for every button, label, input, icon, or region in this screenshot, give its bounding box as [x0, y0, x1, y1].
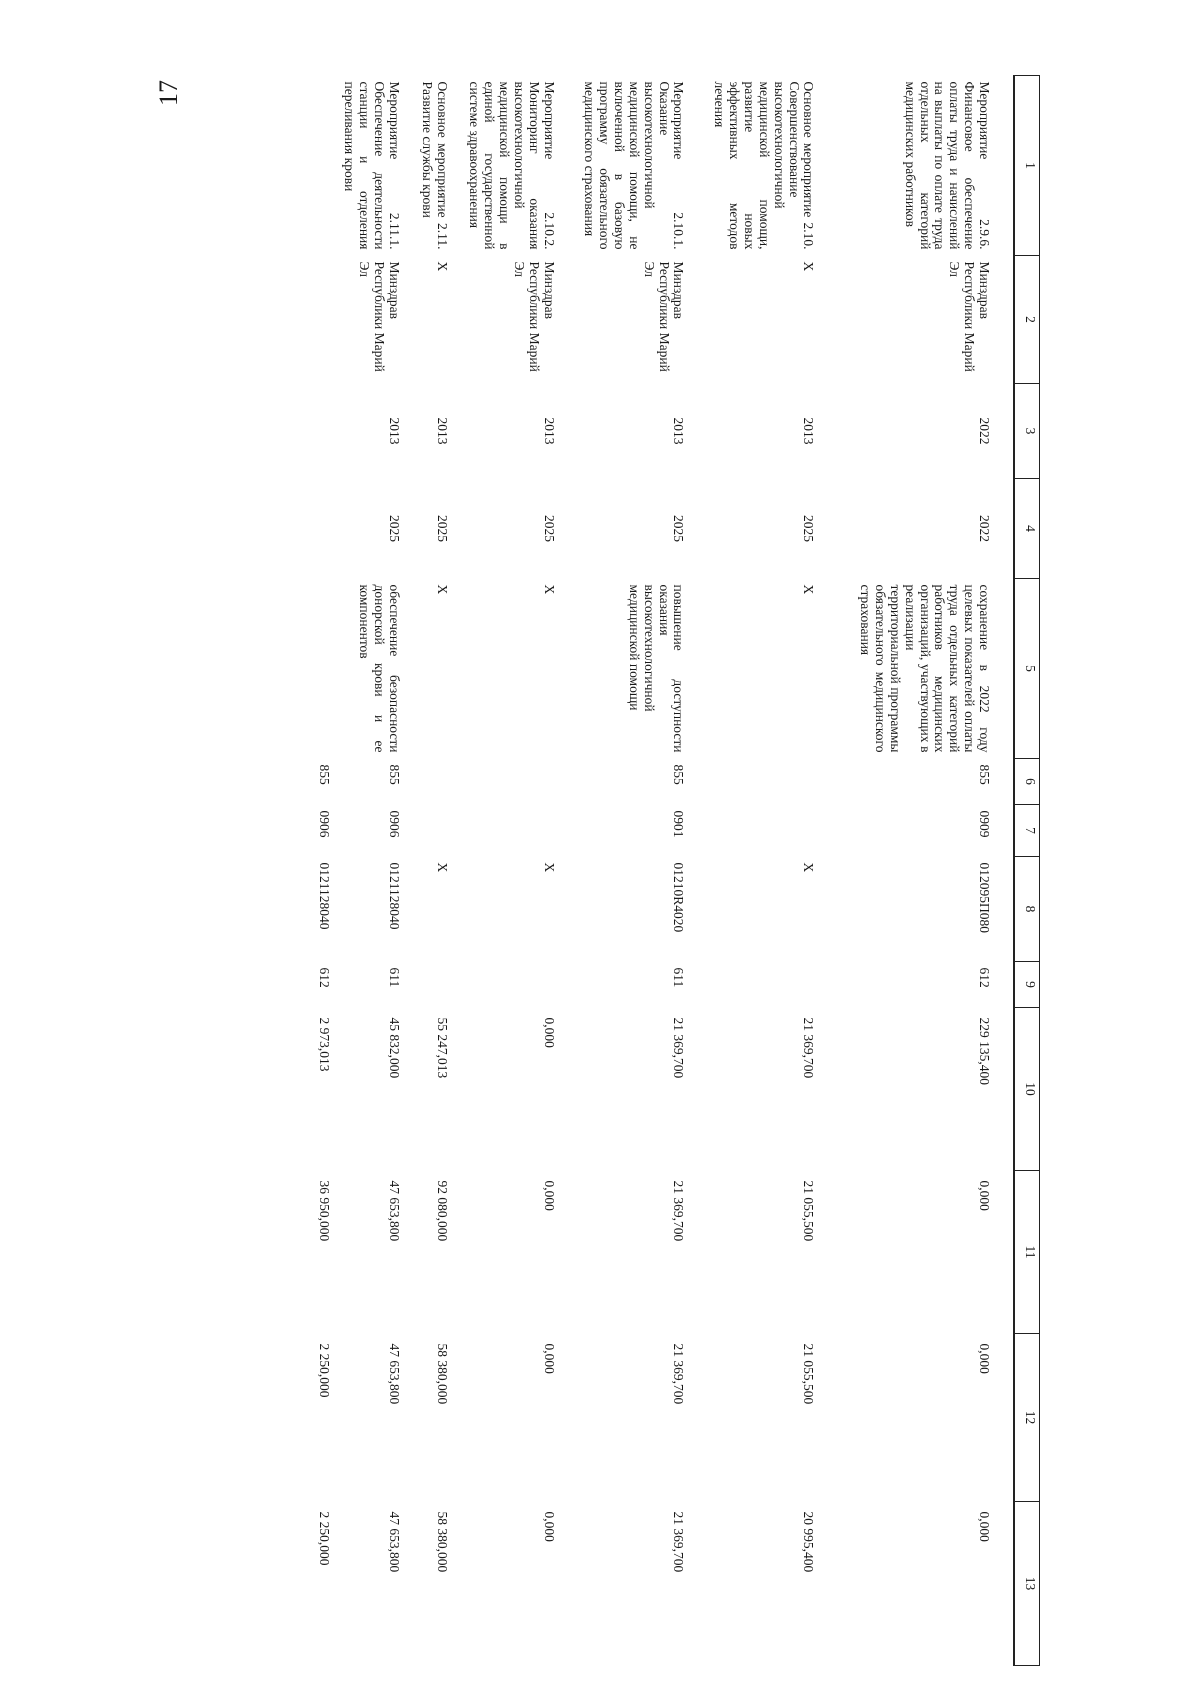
cell-grbs-code: 855	[386, 764, 402, 785]
cell-end-year	[313, 479, 338, 579]
cell-event-name: Мероприятие 2.10.2. Мониторинг оказания высокотехнологичной медицинской помощи в единой государственной системе здравоохранения	[467, 81, 557, 250]
cell-amount-col13: 20 995,400	[801, 1511, 817, 1573]
cell-start-year: 2013	[541, 417, 557, 445]
table-row	[337, 76, 414, 1666]
cell-target-article-code: 01210R4020	[671, 862, 687, 933]
cell-expense-type	[463, 962, 578, 1008]
cell-end-year: 2022	[977, 515, 992, 542]
table-row	[313, 76, 338, 1666]
table-row	[853, 76, 1014, 1666]
cell-target-article-code: Х	[801, 862, 817, 873]
cell-section-code	[415, 805, 463, 857]
cell-expense-type: 612	[317, 967, 333, 988]
column-header-3: 3	[1014, 384, 1040, 479]
cell-expected-result: обеспечение безопасности донорской крови и ее компонентов	[357, 584, 402, 753]
cell-responsible	[313, 256, 338, 384]
cell-section-code	[708, 805, 854, 857]
cell-amount-col11: 36 950,000	[317, 1180, 333, 1242]
cell-event-name: Мероприятие 2.11.1. Обеспечение деятельности станции и отделения переливания крови	[342, 81, 402, 250]
cell-target-article-code: 0121128040	[317, 862, 333, 930]
cell-amount-col13: 0,000	[977, 1511, 992, 1542]
cell-amount-col12: 21 055,500	[801, 1343, 817, 1405]
cell-expense-type	[708, 962, 854, 1008]
cell-amount-col11: 0,000	[541, 1180, 557, 1211]
cell-amount-col12: 58 380,000	[434, 1343, 450, 1405]
cell-grbs-code: 855	[671, 764, 687, 785]
table-row	[415, 76, 463, 1666]
column-header-1: 1	[1014, 76, 1040, 256]
cell-expected-result: Х	[541, 584, 557, 595]
cell-grbs-code	[708, 759, 854, 805]
column-header-8: 8	[1014, 857, 1040, 962]
cell-end-year: 2025	[386, 515, 402, 542]
column-header-5: 5	[1014, 579, 1040, 759]
cell-expense-type: 611	[671, 967, 687, 988]
cell-expected-result: сохранение в 2022 году целевых показателей оплаты труда отдельных категорий работников медицинских организаций, участвующих в реализации территориальной программы обязательного медицинского страхования	[858, 584, 992, 753]
column-header-9: 9	[1014, 962, 1040, 1008]
cell-amount-col10: 21 369,700	[801, 1017, 817, 1079]
cell-end-year: 2025	[801, 515, 817, 542]
column-header-6: 6	[1014, 759, 1040, 805]
column-header-4: 4	[1014, 479, 1040, 579]
cell-target-article-code: Х	[541, 862, 557, 873]
cell-start-year	[313, 384, 338, 479]
cell-amount-col13: 58 380,000	[434, 1511, 450, 1573]
table-row	[578, 76, 708, 1666]
page-number: 17	[154, 80, 183, 106]
cell-amount-col11: 21 369,700	[671, 1180, 687, 1242]
table-row	[708, 76, 854, 1666]
cell-amount-col10: 2 973,013	[317, 1017, 333, 1072]
cell-amount-col10: 0,000	[541, 1017, 557, 1048]
cell-section-code: 0906	[386, 810, 402, 838]
cell-expected-result: повышение доступности оказания высокотехнологичной медицинской помощи	[626, 584, 687, 753]
cell-amount-col10: 45 832,000	[386, 1017, 402, 1079]
cell-amount-col11: 92 080,000	[434, 1180, 450, 1242]
cell-amount-col13: 2 250,000	[317, 1511, 333, 1566]
cell-responsible: Минздрав Республики Марий Эл	[641, 261, 687, 372]
cell-amount-col12: 21 369,700	[671, 1343, 687, 1405]
table-header	[1014, 76, 1040, 1666]
cell-amount-col12: 0,000	[977, 1343, 992, 1374]
rotated-table-container	[210, 75, 1040, 1665]
cell-expected-result: Х	[801, 584, 817, 595]
column-header-10: 10	[1014, 1008, 1040, 1171]
cell-responsible: Минздрав Республики Марий Эл	[357, 261, 402, 372]
cell-amount-col13: 0,000	[541, 1511, 557, 1542]
cell-amount-col12: 0,000	[541, 1343, 557, 1374]
cell-grbs-code: 855	[317, 764, 333, 785]
column-header-2: 2	[1014, 256, 1040, 384]
cell-target-article-code: Х	[434, 862, 450, 873]
cell-section-code: 0909	[977, 810, 992, 838]
cell-target-article-code: 0121128040	[386, 862, 402, 930]
table-body	[313, 76, 1014, 1666]
cell-amount-col11: 0,000	[977, 1180, 992, 1211]
cell-event-name: Мероприятие 2.10.1. Оказание высокотехнологичной медицинской помощи, не включенной в базовую программу обязательного медицинского страхования	[582, 81, 687, 250]
table-row	[463, 76, 578, 1666]
cell-expense-type	[415, 962, 463, 1008]
cell-start-year: 2022	[977, 417, 992, 445]
cell-amount-col12: 2 250,000	[317, 1343, 333, 1398]
cell-grbs-code: 855	[977, 764, 992, 785]
budget-table	[313, 75, 1040, 1666]
column-header-11: 11	[1014, 1171, 1040, 1334]
cell-section-code	[463, 805, 578, 857]
cell-expense-type: 612	[977, 967, 992, 988]
column-header-13: 13	[1014, 1502, 1040, 1666]
cell-section-code: 0906	[317, 810, 333, 838]
cell-end-year: 2025	[541, 515, 557, 542]
cell-event-name	[313, 76, 338, 256]
cell-target-article-code: 012095П080	[977, 862, 992, 933]
column-header-7: 7	[1014, 805, 1040, 857]
cell-responsible: Х	[434, 261, 450, 272]
cell-amount-col10: 21 369,700	[671, 1017, 687, 1079]
cell-responsible: Минздрав Республики Марий Эл	[947, 261, 992, 372]
cell-start-year: 2013	[671, 417, 687, 445]
cell-section-code: 0901	[671, 810, 687, 838]
cell-expected-result	[313, 579, 338, 759]
cell-start-year: 2013	[386, 417, 402, 445]
cell-amount-col13: 47 653,800	[386, 1511, 402, 1573]
cell-end-year: 2025	[434, 515, 450, 542]
cell-event-name: Основное мероприятие 2.10. Совершенствование высокотехнологичной медицинской помощи, развитие новых эффективных методов лечения	[712, 81, 817, 250]
cell-amount-col11: 21 055,500	[801, 1180, 817, 1242]
column-header-12: 12	[1014, 1334, 1040, 1502]
cell-event-name: Основное мероприятие 2.11. Развитие службы крови	[419, 81, 450, 250]
cell-start-year: 2013	[434, 417, 450, 445]
cell-amount-col11: 47 653,800	[386, 1180, 402, 1242]
cell-expense-type: 611	[386, 967, 402, 988]
cell-grbs-code	[415, 759, 463, 805]
cell-expected-result: Х	[434, 584, 450, 595]
cell-amount-col12: 47 653,800	[386, 1343, 402, 1405]
cell-start-year: 2013	[801, 417, 817, 445]
cell-responsible: Х	[801, 261, 817, 272]
cell-grbs-code	[463, 759, 578, 805]
cell-end-year: 2025	[671, 515, 687, 542]
cell-amount-col13: 21 369,700	[671, 1511, 687, 1573]
cell-amount-col10: 229 135,400	[977, 1017, 992, 1085]
cell-responsible: Минздрав Республики Марий Эл	[511, 261, 557, 372]
cell-event-name: Мероприятие 2.9.6. Финансовое обеспечение оплаты труда и начислений на выплаты по оплате труда отдельных категорий медицинских работников	[902, 81, 992, 250]
cell-amount-col10: 55 247,013	[434, 1017, 450, 1079]
